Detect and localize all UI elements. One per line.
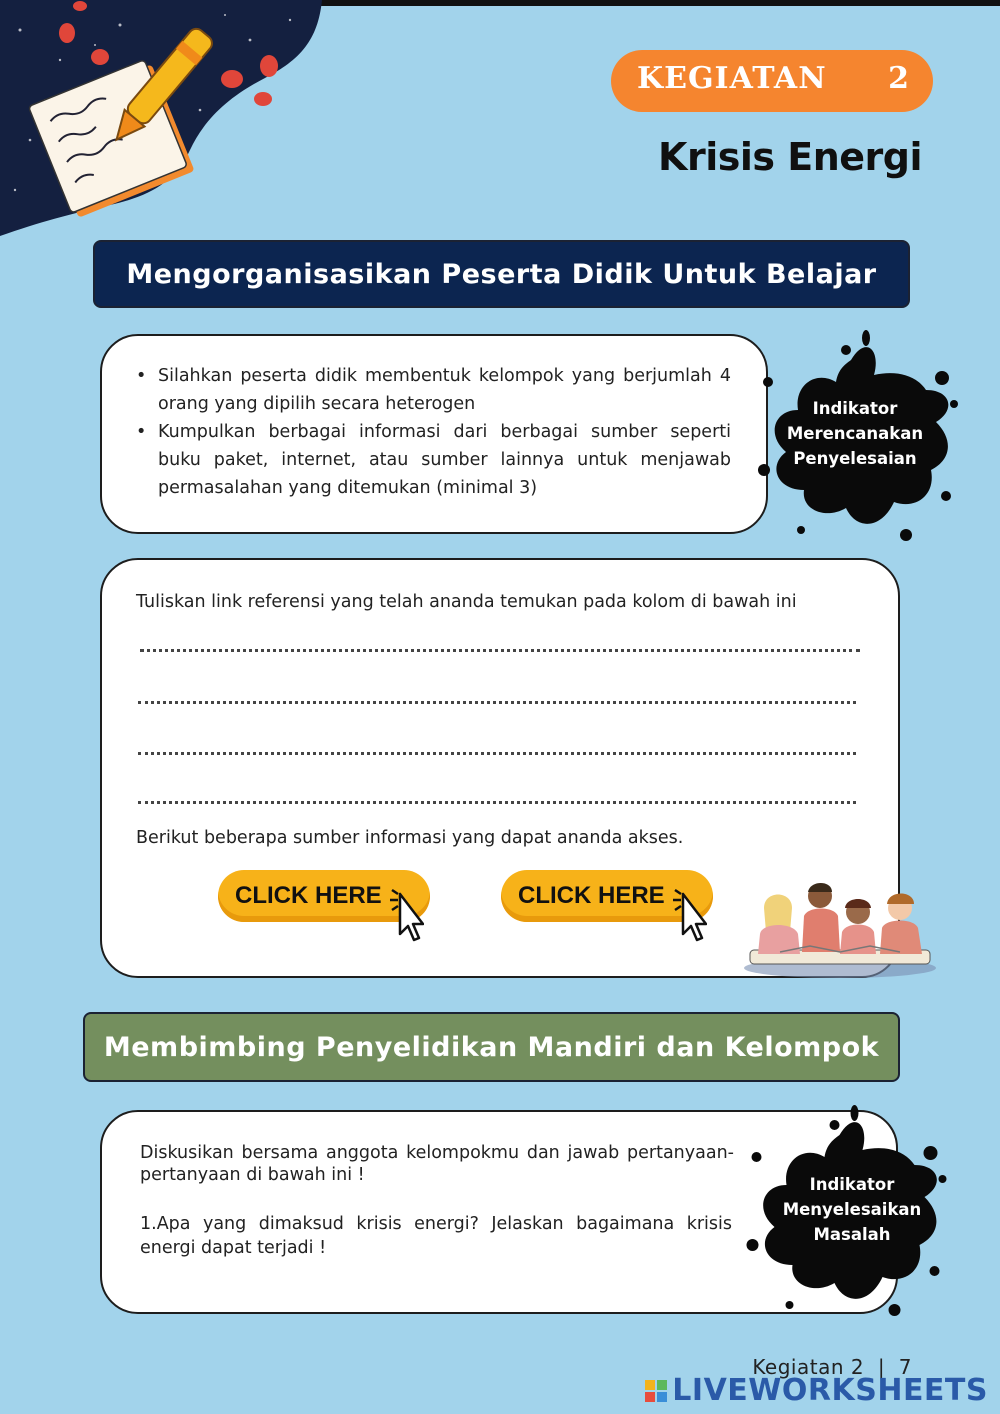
reference-input-line-2[interactable] (138, 701, 856, 704)
cursor-click-icon (671, 880, 707, 942)
indicator-line: Indikator (812, 399, 898, 418)
brand-name: LIVEWORKSHEETS (672, 1373, 988, 1408)
reference-input-line-3[interactable] (138, 752, 856, 755)
notebook-pen-illustration (0, 0, 330, 240)
indicator-line: Indikator (809, 1175, 895, 1194)
click-here-button-2[interactable] (501, 870, 713, 922)
liveworksheets-logo[interactable] (645, 1373, 988, 1408)
activity-badge (611, 50, 933, 112)
indicator-solving-badge (767, 1172, 937, 1247)
discussion-intro: Diskusikan bersama anggota kelompokmu dan jawab pertanyaan-pertanyaan di bawah ini ! (140, 1143, 734, 1185)
instruction-list (136, 362, 731, 502)
list-item: • Kumpulkan berbagai informasi dari berbagai sumber seperti buku paket, internet, atau sumber lainnya untuk menjawab permasalahan yang ditemukan (minimal 3) (136, 418, 731, 502)
page-footer: Kegiatan 2 | 7 (752, 1355, 912, 1379)
question-1: 1.Apa yang dimaksud krisis energi? Jelaskan bagaimana krisis energi dapat terjadi ! (140, 1214, 732, 1258)
section-banner-investigation: Membimbing Penyelidikan Mandiri dan Kelompok (83, 1012, 900, 1082)
button-label: CLICK HERE (235, 882, 382, 909)
activity-label: KEGIATAN (637, 61, 827, 96)
reference-input-line-1[interactable] (140, 649, 860, 652)
page-title: Krisis Energi (658, 135, 922, 179)
click-here-button-1[interactable] (218, 870, 430, 922)
references-instruction: Tuliskan link referensi yang telah ananda temukan pada kolom di bawah ini (136, 592, 797, 612)
sources-text: Berikut beberapa sumber informasi yang dapat ananda akses. (136, 828, 684, 848)
activity-number: 2 (888, 61, 909, 96)
list-item: • Silahkan peserta didik membentuk kelompok yang berjumlah 4 orang yang dipilih secara heterogen (136, 362, 731, 418)
button-label: CLICK HERE (518, 882, 665, 909)
reference-input-line-4[interactable] (138, 801, 856, 804)
students-studying-illustration (740, 872, 940, 980)
indicator-planning-badge (770, 396, 940, 471)
indicator-line: Penyelesaian (793, 449, 917, 468)
indicator-line: Masalah (813, 1225, 891, 1244)
cursor-click-icon (388, 880, 424, 942)
instructions-card (100, 334, 768, 534)
section-banner-organize: Mengorganisasikan Peserta Didik Untuk Belajar (93, 240, 910, 308)
indicator-line: Merencanakan (786, 424, 924, 443)
indicator-line: Menyelesaikan (782, 1200, 922, 1219)
logo-grid-icon (645, 1380, 667, 1402)
